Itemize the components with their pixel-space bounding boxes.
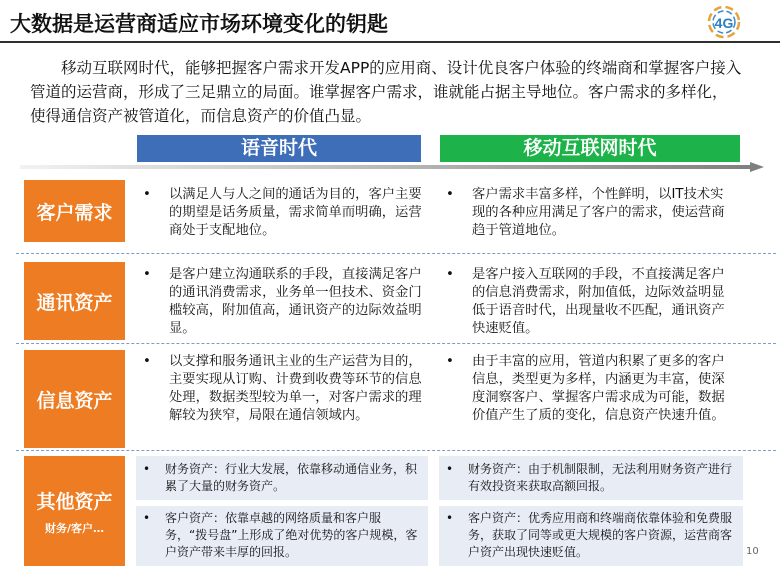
category-sublabel: 财务/客户…: [44, 521, 105, 535]
cell-customer-voice: • 客户资产：依靠卓越的网络质量和客户服务，“拨号盘”上形成了绝对优势的客户规模，客户资产带来丰厚的回报。: [143, 511, 418, 559]
page-title: 大数据是运营商适应市场环境变化的钥匙: [10, 12, 388, 36]
category-label: 客户需求: [36, 201, 113, 224]
cell-info-voice: • 以支撑和服务通讯主业的生产运营为目的，主要实现从订购、计费到收费等环节的信息处理，数据类型较为单一，对客户需求的理解较为狭窄，局限在通信领域内。: [143, 354, 422, 423]
bullet-icon: •: [143, 267, 151, 282]
category-communication-assets: [24, 262, 125, 340]
category-label: 其他资产: [36, 490, 113, 513]
cell-customer-mobile: • 客户资产：优秀应用商和终端商依靠体验和免费服务，获取了同等或更大规模的客户资源，运营商客户资产出现快速贬值。: [446, 511, 733, 559]
category-label: 信息资产: [36, 389, 113, 412]
cell-comm-mobile: • 是客户接入互联网的手段，不直接满足客户的信息消费需求，附加值低，边际效益明显低于语音时代，出现量收不匹配，通讯资产快速贬值。: [446, 267, 725, 336]
category-other-assets: [24, 456, 125, 566]
cell-finance-mobile: • 财务资产：由于机制限制，无法利用财务资产进行有效投资来获取高额回报。: [446, 462, 733, 493]
bullet-icon: •: [446, 267, 454, 282]
timeline-arrow: [20, 162, 764, 172]
row-divider: [16, 253, 776, 254]
title-divider: [0, 41, 780, 43]
page-number: 10: [746, 546, 759, 557]
category-label: 通讯资产: [36, 291, 113, 314]
logo-text: 4G: [714, 15, 734, 31]
4g-logo-icon: [701, 3, 747, 43]
cell-demand-voice: • 以满足人与人之间的通话为目的，客户主要的期望是话务质量，需求简单而明确，运营商处于支配地位。: [143, 187, 422, 238]
cell-finance-voice: • 财务资产：行业大发展，依靠移动通信业务，积累了大量的财务资产。: [143, 462, 418, 493]
cell-demand-mobile: • 客户需求丰富多样，个性鲜明，以IT技术实现的各种应用满足了客户的需求，使运营商趋于管道地位。: [446, 187, 725, 238]
category-information-assets: [24, 350, 125, 448]
row-divider: [16, 343, 776, 344]
category-customer-demand: [24, 180, 125, 242]
bullet-icon: •: [446, 511, 454, 525]
cell-comm-voice: • 是客户建立沟通联系的手段，直接满足客户的通讯消费需求，业务单一但技术、资金门槛较高，附加值高，通讯资产的边际效益明显。: [143, 267, 422, 336]
era-mobile-header: 移动互联网时代: [440, 135, 740, 162]
bullet-icon: •: [446, 462, 454, 476]
row-divider: [16, 450, 776, 451]
bullet-icon: •: [143, 511, 151, 525]
era-voice-header: 语音时代: [137, 135, 421, 162]
bullet-icon: •: [143, 187, 151, 202]
bullet-icon: •: [143, 462, 151, 476]
cell-info-mobile: • 由于丰富的应用，管道内积累了更多的客户信息，类型更为多样，内涵更为丰富，使深度洞察客户、掌握客户需求成为可能，数据价值产生了质的变化，信息资产快速升值。: [446, 354, 725, 423]
bullet-icon: •: [446, 187, 454, 202]
bullet-icon: •: [143, 354, 151, 369]
bullet-icon: •: [446, 354, 454, 369]
intro-paragraph: 移动互联网时代，能够把握客户需求开发APP的应用商、设计优良客户体验的终端商和掌握客户接入管道的运营商，形成了三足鼎立的局面。谁掌握客户需求，谁就能占据主导地位。客户需求的多样化，使得通信资产被管道化，而信息资产的价值凸显。: [30, 59, 742, 125]
